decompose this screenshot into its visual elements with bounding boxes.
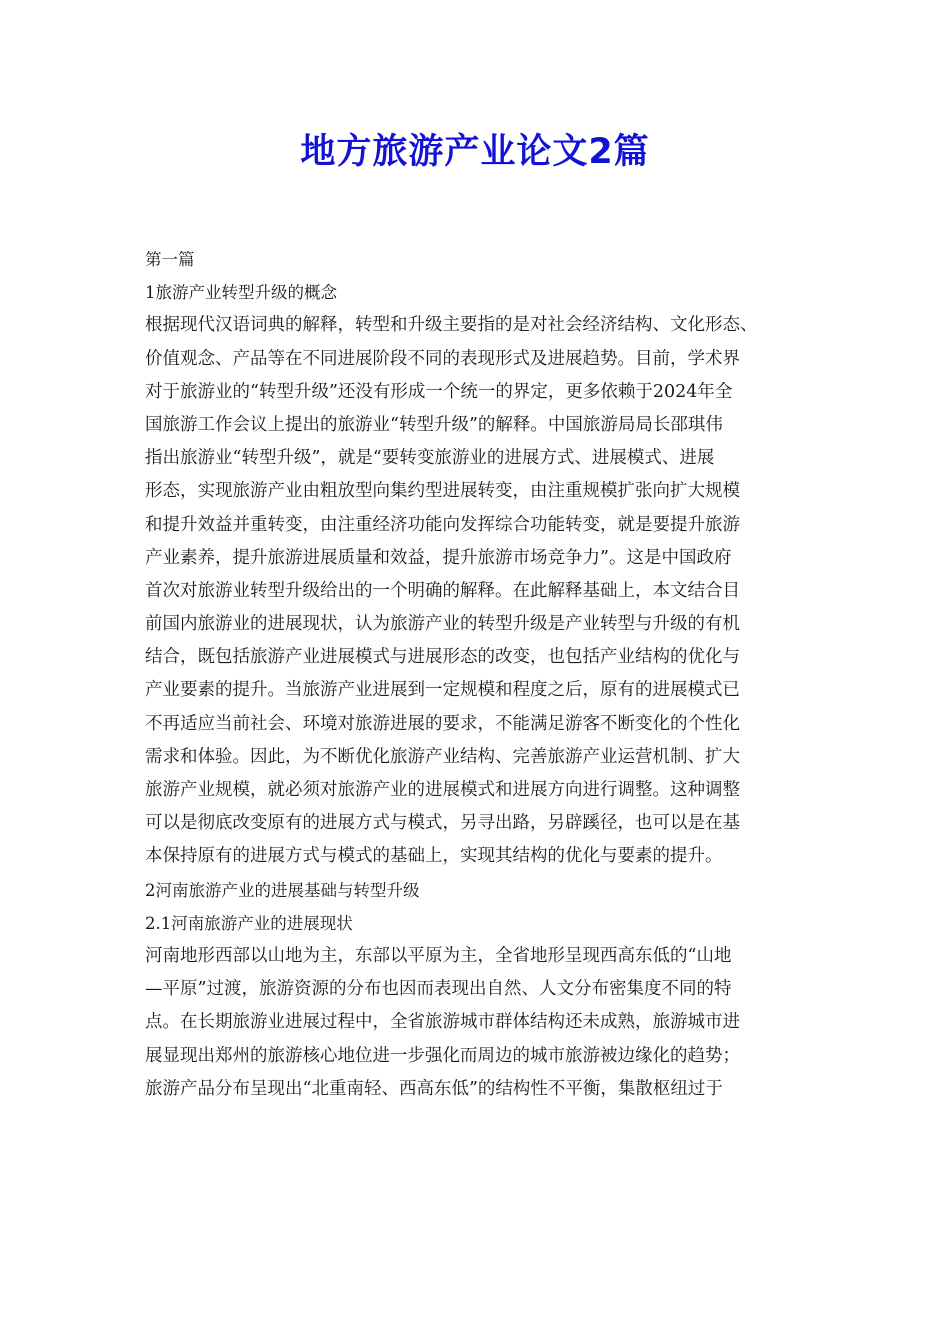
paragraph-line: 国旅游工作会议上提出的旅游业“转型升级”的解释。中国旅游局局长邵琪伟 bbox=[145, 414, 723, 435]
paragraph-line: 指出旅游业“转型升级”，就是“要转变旅游业的进展方式、进展模式、进展 bbox=[145, 448, 715, 469]
paragraph-line: 前国内旅游业的进展现状，认为旅游产业的转型升级是产业转型与升级的有机 bbox=[145, 614, 740, 635]
paragraph-line: 可以是彻底改变原有的进展方式与模式，另寻出路，另辟蹊径，也可以是在基 bbox=[145, 813, 740, 834]
section-heading: 1旅游产业转型升级的概念 bbox=[145, 283, 337, 303]
document-body bbox=[145, 243, 815, 1106]
paragraph-line: 产业素养，提升旅游进展质量和效益，提升旅游市场竞争力”。这是中国政府 bbox=[145, 547, 732, 568]
document-title: 地方旅游产业论文2篇 bbox=[300, 132, 650, 172]
paragraph-line: 不再适应当前社会、环境对旅游进展的要求，不能满足游客不断变化的个性化 bbox=[145, 713, 740, 734]
paragraph-line: 价值观念、产品等在不同进展阶段不同的表现形式及进展趋势。目前，学术界 bbox=[145, 348, 740, 369]
paragraph-line: —平原”过渡，旅游资源的分布也因而表现出自然、人文分布密集度不同的特 bbox=[145, 979, 732, 1000]
paragraph-line: 需求和体验。因此，为不断优化旅游产业结构、完善旅游产业运营机制、扩大 bbox=[145, 746, 740, 767]
paragraph-line: 对于旅游业的“转型升级”还没有形成一个统一的界定，更多依赖于2024年全 bbox=[145, 381, 733, 402]
paragraph-line: 展显现出郑州的旅游核心地位进一步强化而周边的城市旅游被边缘化的趋势； bbox=[145, 1045, 740, 1066]
subsection-heading: 2.1河南旅游产业的进展现状 bbox=[145, 913, 353, 933]
section-heading: 第一篇 bbox=[145, 250, 195, 269]
paragraph-line: 旅游产业规模，就必须对旅游产业的进展模式和进展方向进行调整。这种调整 bbox=[145, 780, 740, 800]
paragraph-line: 首次对旅游业转型升级给出的一个明确的解释。在此解释基础上，本文结合目 bbox=[145, 580, 740, 601]
section-heading: 2河南旅游产业的进展基础与转型升级 bbox=[145, 880, 420, 900]
paragraph-line: 点。在长期旅游业进展过程中，全省旅游城市群体结构还未成熟，旅游城市进 bbox=[145, 1012, 740, 1033]
paragraph-line: 本保持原有的进展方式与模式的基础上，实现其结构的优化与要素的提升。 bbox=[145, 846, 723, 867]
paragraph-line: 形态，实现旅游产业由粗放型向集约型进展转变，由注重规模扩张向扩大规模 bbox=[145, 481, 740, 502]
paragraph-line: 河南地形西部以山地为主，东部以平原为主，全省地形呈现西高东低的“山地 bbox=[145, 945, 732, 966]
paragraph-line: 产业要素的提升。当旅游产业进展到一定规模和程度之后，原有的进展模式已 bbox=[145, 680, 740, 701]
paragraph-line: 结合，既包括旅游产业进展模式与进展形态的改变，也包括产业结构的优化与 bbox=[145, 647, 740, 668]
paragraph-line: 根据现代汉语词典的解释，转型和升级主要指的是对社会经济结构、文化形态、 bbox=[145, 315, 758, 336]
paragraph-line: 旅游产品分布呈现出“北重南轻、西高东低”的结构性不平衡，集散枢纽过于 bbox=[145, 1078, 723, 1099]
paragraph-line: 和提升效益并重转变，由注重经济功能向发挥综合功能转变，就是要提升旅游 bbox=[145, 514, 740, 535]
